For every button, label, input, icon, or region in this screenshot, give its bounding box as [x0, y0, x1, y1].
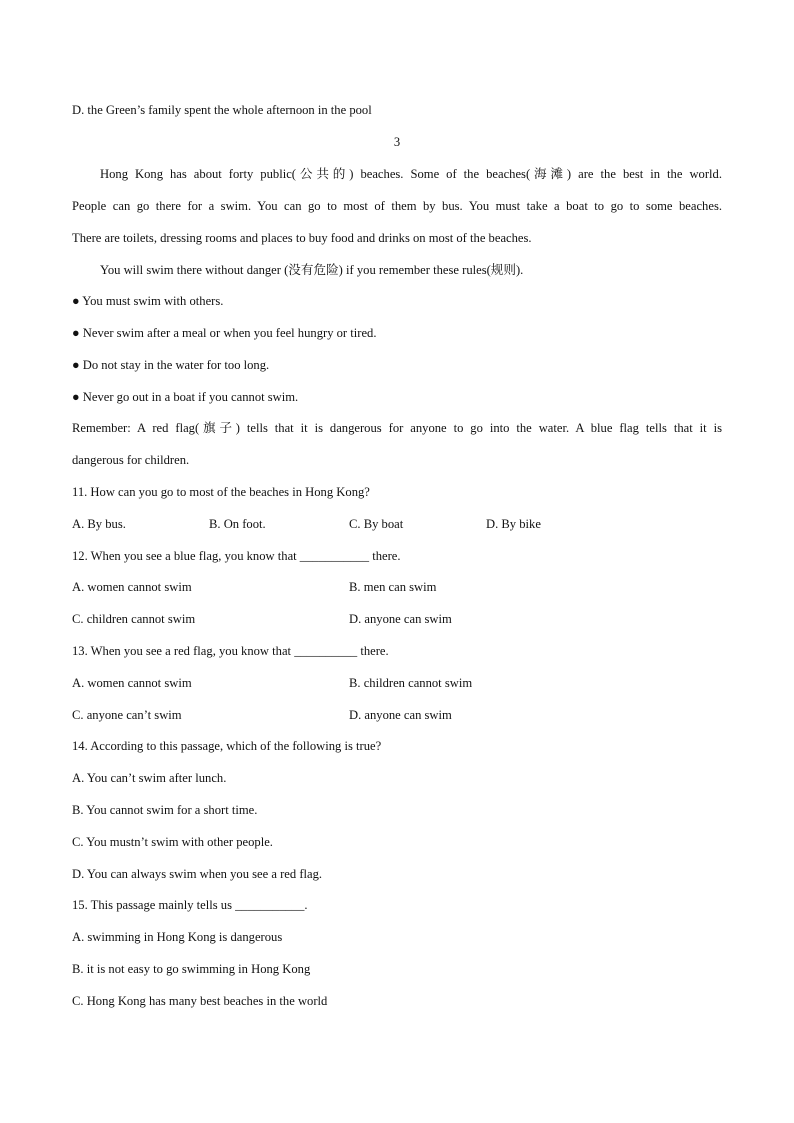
section-number: 3	[393, 135, 401, 149]
question-13-option-b: B. children cannot swim	[349, 676, 473, 690]
question-12-option-b: B. men can swim	[349, 580, 437, 594]
remember-note-line-2: dangerous for children.	[72, 453, 190, 467]
question-13-options-row-1	[72, 675, 722, 691]
question-11-option-c: C. By boat	[349, 517, 404, 531]
rule-item: ● Never swim after a meal or when you feel hungry or tired.	[72, 326, 377, 340]
question-11-option-d: D. By bike	[486, 517, 541, 531]
passage-paragraph-1-line-1: Hong Kong has about forty public(公共的) beaches. Some of the beaches(海滩) are the best in the world.	[100, 167, 722, 181]
question-15-option-c: C. Hong Kong has many best beaches in the world	[72, 994, 328, 1008]
question-11-option-b: B. On foot.	[209, 517, 266, 531]
rule-item: ● Do not stay in the water for too long.	[72, 358, 270, 372]
passage-paragraph-1-line-2: People can go there for a swim. You can go to most of them by bus. You must take a boat to go to some beaches.	[72, 199, 722, 213]
passage-paragraph-1-line-3: There are toilets, dressing rooms and places to buy food and drinks on most of the beaches.	[72, 231, 532, 245]
question-14-option-b: B. You cannot swim for a short time.	[72, 803, 258, 817]
rule-item: ● You must swim with others.	[72, 294, 224, 308]
question-12-options-row-1	[72, 579, 722, 595]
question-12-option-d: D. anyone can swim	[349, 612, 452, 626]
question-14-option-a: A. You can’t swim after lunch.	[72, 771, 227, 785]
previous-question-option-d: D. the Green’s family spent the whole afternoon in the pool	[72, 103, 372, 117]
question-11-options	[72, 516, 722, 532]
question-13-option-c: C. anyone can’t swim	[72, 708, 182, 722]
question-12-option-c: C. children cannot swim	[72, 612, 196, 626]
remember-note-line-1: Remember: A red flag(旗子) tells that it is dangerous for anyone to go into the water. A blue flag tells that it is	[72, 421, 722, 435]
question-11-stem: 11. How can you go to most of the beaches in Hong Kong?	[72, 485, 370, 499]
question-14-stem: 14. According to this passage, which of the following is true?	[72, 739, 382, 753]
passage-paragraph-2: You will swim there without danger (没有危险) if you remember these rules(规则).	[100, 263, 524, 277]
question-13-option-d: D. anyone can swim	[349, 708, 452, 722]
question-13-options-row-2	[72, 707, 722, 723]
question-12-options-row-2	[72, 611, 722, 627]
rule-item: ● Never go out in a boat if you cannot swim.	[72, 390, 299, 404]
question-14-option-c: C. You mustn’t swim with other people.	[72, 835, 273, 849]
question-11-option-a: A. By bus.	[72, 517, 126, 531]
question-15-option-a: A. swimming in Hong Kong is dangerous	[72, 930, 283, 944]
question-13-stem: 13. When you see a red flag, you know that __________ there.	[72, 644, 389, 658]
question-13-option-a: A. women cannot swim	[72, 676, 192, 690]
question-14-option-d: D. You can always swim when you see a red flag.	[72, 867, 323, 881]
question-12-option-a: A. women cannot swim	[72, 580, 192, 594]
question-15-option-b: B. it is not easy to go swimming in Hong Kong	[72, 962, 311, 976]
question-15-stem: 15. This passage mainly tells us ___________.	[72, 898, 308, 912]
question-12-stem: 12. When you see a blue flag, you know that ___________ there.	[72, 549, 401, 563]
